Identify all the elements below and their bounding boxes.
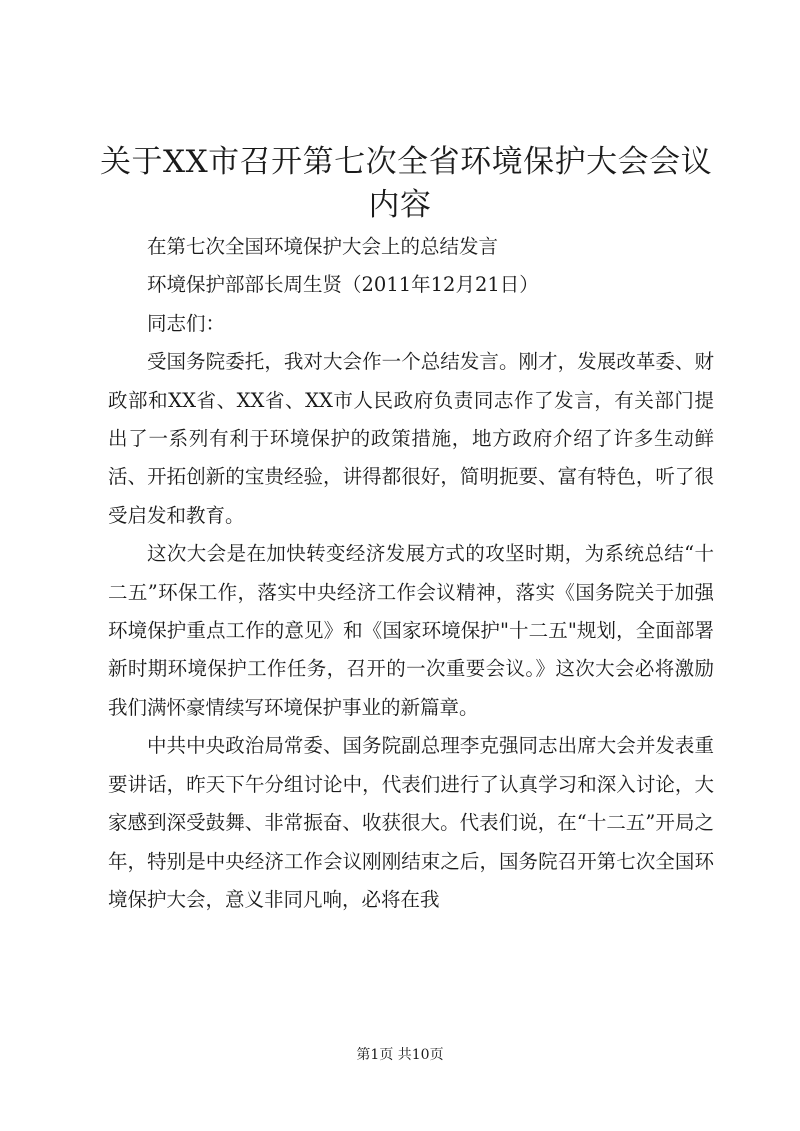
- paragraph-body: 中共中央政治局常委、国务院副总理李克强同志出席大会并发表重要讲话，昨天下午分组讨论中，代表们进行了认真学习和深入讨论，大家感到深受鼓舞、非常振奋、收获很大。代表们说，在“十二五”开局之年，特别是中央经济工作会议刚刚结束之后，国务院召开第七次全国环境保护大会，意义非同凡响，必将在我: [108, 734, 714, 911]
- document-title-line-2: 内容: [368, 187, 432, 223]
- paragraph-speaker-line: 环境保护部部长周生贤（2011年12月21日）: [147, 273, 539, 297]
- document-body: [108, 228, 714, 919]
- document-title-line-1: 关于XX市召开第七次全省环境保护大会会议: [100, 144, 713, 180]
- paragraph-salutation: 同志们：: [147, 311, 226, 335]
- page-number-footer: 第1页 共10页: [356, 1047, 444, 1063]
- paragraph-body: 这次大会是在加快转变经济发展方式的攻坚时期，为系统总结“十二五”环保工作，落实中央经济工作会议精神，落实《国务院关于加强环境保护重点工作的意见》和《国家环境保护"十二五"规划，全面部署新时期环境保护工作任务，召开的一次重要会议。》这次大会必将激励我们满怀豪情续写环境保护事业的新篇章。: [108, 542, 714, 719]
- paragraph-speech-heading: 在第七次全国环境保护大会上的总结发言: [147, 235, 499, 258]
- paragraph-body: 受国务院委托，我对大会作一个总结发言。刚才，发展改革委、财政部和XX省、XX省、XX市人民政府负责同志作了发言，有关部门提出了一系列有利于环境保护的政策措施，地方政府介绍了许多生动鲜活、开拓创新的宝贵经验，讲得都很好，简明扼要、富有特色，听了很受启发和教育。: [108, 350, 714, 527]
